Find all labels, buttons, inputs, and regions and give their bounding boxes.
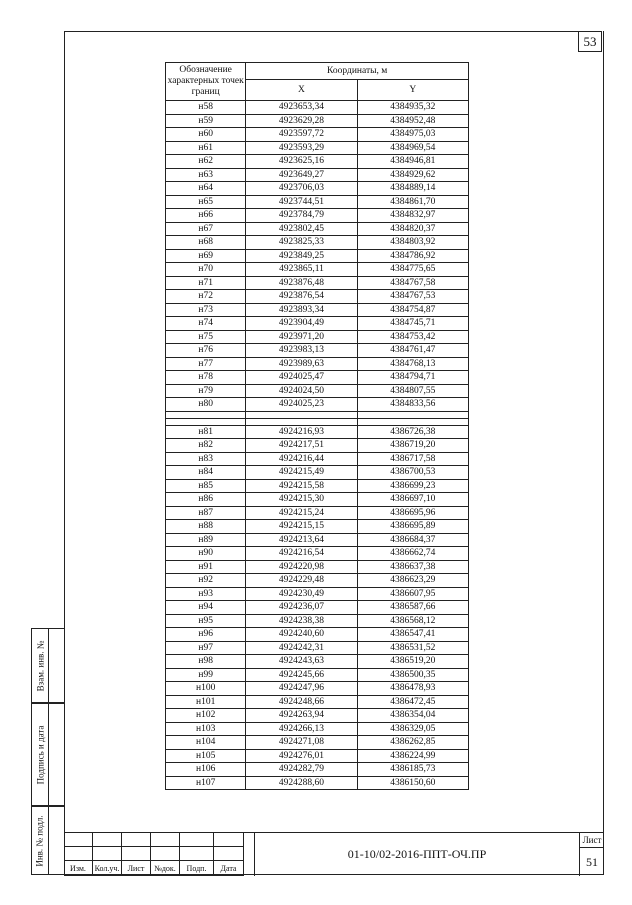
table-row <box>166 749 469 763</box>
cell-x: 4924217,51 <box>246 439 357 453</box>
table-row <box>166 114 469 128</box>
cell-x: 4923629,28 <box>246 114 357 128</box>
cell-x: 4923802,45 <box>246 222 357 236</box>
cell-x: 4924247,96 <box>246 682 357 696</box>
cell-name: н71 <box>166 276 246 290</box>
header-point-designation: Обозначение характерных точек границ <box>166 63 246 101</box>
table-row <box>166 128 469 142</box>
sheet-label: Лист <box>580 833 604 848</box>
cell-name: н77 <box>166 357 246 371</box>
table-row <box>166 709 469 723</box>
table-row <box>166 398 469 412</box>
cell-y: 4384767,53 <box>357 290 468 304</box>
cell-name: н85 <box>166 479 246 493</box>
cell-x: 4923625,16 <box>246 155 357 169</box>
cell-y: 4384745,71 <box>357 317 468 331</box>
stamp-header-cell: №док. <box>151 861 180 876</box>
cell-y: 4384794,71 <box>357 371 468 385</box>
cell-x: 4924216,93 <box>246 425 357 439</box>
cell-y: 4384946,81 <box>357 155 468 169</box>
cell-y: 4384833,56 <box>357 398 468 412</box>
cell-y: 4384807,55 <box>357 384 468 398</box>
cell-y: 4386329,05 <box>357 722 468 736</box>
cell-x: 4924213,64 <box>246 533 357 547</box>
cell-name: н103 <box>166 722 246 736</box>
cell-name: н92 <box>166 574 246 588</box>
cell-name: н95 <box>166 614 246 628</box>
cell-name: н94 <box>166 601 246 615</box>
cell-x: 4923971,20 <box>246 330 357 344</box>
cell-name: н82 <box>166 439 246 453</box>
cell-y: 4386717,58 <box>357 452 468 466</box>
cell-x: 4924216,54 <box>246 547 357 561</box>
cell-name: н97 <box>166 641 246 655</box>
table-row <box>166 168 469 182</box>
cell-y: 4386607,95 <box>357 587 468 601</box>
cell-name: н101 <box>166 695 246 709</box>
stamp-empty-cell <box>64 833 93 847</box>
cell-name: н63 <box>166 168 246 182</box>
cell-y: 4386637,38 <box>357 560 468 574</box>
cell-name: н65 <box>166 195 246 209</box>
cell-name: н106 <box>166 763 246 777</box>
stamp-empty-cell <box>93 847 122 861</box>
cell-x: 4924024,50 <box>246 384 357 398</box>
cell-y: 4386478,93 <box>357 682 468 696</box>
table-row <box>166 357 469 371</box>
cell-y: 4386547,41 <box>357 628 468 642</box>
empty-cell <box>166 418 246 425</box>
table-row <box>166 466 469 480</box>
cell-y: 4386623,29 <box>357 574 468 588</box>
table-row <box>166 330 469 344</box>
table-row <box>166 141 469 155</box>
title-block <box>64 832 604 875</box>
cell-name: н78 <box>166 371 246 385</box>
cell-y: 4386568,12 <box>357 614 468 628</box>
cell-y: 4386695,96 <box>357 506 468 520</box>
empty-cell <box>246 418 357 425</box>
table-row <box>166 722 469 736</box>
table-row <box>166 763 469 777</box>
cell-name: н105 <box>166 749 246 763</box>
cell-y: 4384935,32 <box>357 101 468 115</box>
header-coordinates: Координаты, м <box>246 63 469 80</box>
cell-x: 4923876,54 <box>246 290 357 304</box>
stamp-empty-cell <box>64 847 93 861</box>
stamp-empty-cell <box>214 847 244 861</box>
cell-x: 4924230,49 <box>246 587 357 601</box>
cell-name: н74 <box>166 317 246 331</box>
cell-x: 4924229,48 <box>246 574 357 588</box>
table-row <box>166 668 469 682</box>
cell-y: 4386150,60 <box>357 776 468 790</box>
cell-name: н67 <box>166 222 246 236</box>
cell-name: н70 <box>166 263 246 277</box>
side-label-inv-sub: Взам. инв. № <box>35 640 45 691</box>
table-row <box>166 303 469 317</box>
cell-y: 4384832,97 <box>357 209 468 223</box>
cell-y: 4384754,87 <box>357 303 468 317</box>
cell-name: н83 <box>166 452 246 466</box>
cell-y: 4386185,73 <box>357 763 468 777</box>
cell-name: н64 <box>166 182 246 196</box>
table-row <box>166 290 469 304</box>
cell-y: 4384768,13 <box>357 357 468 371</box>
cell-name: н107 <box>166 776 246 790</box>
cell-y: 4386262,85 <box>357 736 468 750</box>
cell-x: 4924288,60 <box>246 776 357 790</box>
table-row <box>166 736 469 750</box>
side-label-inv-orig: Инв. № подл. <box>35 814 45 867</box>
coordinates-table <box>165 62 469 790</box>
cell-x: 4923849,25 <box>246 249 357 263</box>
cell-x: 4923653,34 <box>246 101 357 115</box>
cell-x: 4924215,15 <box>246 520 357 534</box>
cell-name: н76 <box>166 344 246 358</box>
cell-x: 4923706,03 <box>246 182 357 196</box>
table-row <box>166 655 469 669</box>
header-x: X <box>246 80 357 101</box>
cell-x: 4924263,94 <box>246 709 357 723</box>
stamp-empty-cell <box>214 833 244 847</box>
document-code: 01-10/02-2016-ППТ-ОЧ.ПР <box>254 833 579 876</box>
cell-name: н68 <box>166 236 246 250</box>
sheet-number: 51 <box>586 854 598 869</box>
cell-y: 4384975,03 <box>357 128 468 142</box>
cell-name: н58 <box>166 101 246 115</box>
table-row <box>166 452 469 466</box>
table-row <box>166 506 469 520</box>
cell-x: 4923784,79 <box>246 209 357 223</box>
cell-name: н80 <box>166 398 246 412</box>
cell-x: 4924243,63 <box>246 655 357 669</box>
sheet-box <box>579 833 604 876</box>
header-y: Y <box>357 80 468 101</box>
stamp-header-cell: Лист <box>122 861 151 876</box>
side-field-inv-orig <box>31 806 64 875</box>
stamp-empty-cell <box>180 847 214 861</box>
cell-name: н61 <box>166 141 246 155</box>
cell-x: 4923649,27 <box>246 168 357 182</box>
cell-name: н79 <box>166 384 246 398</box>
table-row <box>166 695 469 709</box>
page-number: 53 <box>578 31 602 52</box>
cell-x: 4924238,38 <box>246 614 357 628</box>
cell-x: 4923593,29 <box>246 141 357 155</box>
cell-x: 4924025,23 <box>246 398 357 412</box>
table-row <box>166 344 469 358</box>
cell-x: 4924242,31 <box>246 641 357 655</box>
table-row <box>166 520 469 534</box>
cell-y: 4386224,99 <box>357 749 468 763</box>
cell-x: 4923876,48 <box>246 276 357 290</box>
cell-x: 4924248,66 <box>246 695 357 709</box>
side-label-sign-date: Подпись и дата <box>35 725 45 784</box>
cell-y: 4386699,23 <box>357 479 468 493</box>
cell-y: 4384820,37 <box>357 222 468 236</box>
cell-name: н99 <box>166 668 246 682</box>
table-row <box>166 587 469 601</box>
table-row <box>166 547 469 561</box>
table-row <box>166 195 469 209</box>
cell-y: 4384786,92 <box>357 249 468 263</box>
cell-name: н84 <box>166 466 246 480</box>
table-row <box>166 155 469 169</box>
table-row <box>166 263 469 277</box>
cell-x: 4924271,08 <box>246 736 357 750</box>
cell-y: 4384803,92 <box>357 236 468 250</box>
cell-x: 4923825,33 <box>246 236 357 250</box>
cell-y: 4386354,04 <box>357 709 468 723</box>
cell-name: н90 <box>166 547 246 561</box>
table-row <box>166 641 469 655</box>
cell-x: 4924215,24 <box>246 506 357 520</box>
cell-name: н73 <box>166 303 246 317</box>
table-row <box>166 236 469 250</box>
cell-x: 4924025,47 <box>246 371 357 385</box>
table-row <box>166 371 469 385</box>
cell-x: 4924215,49 <box>246 466 357 480</box>
title-block-grid <box>64 833 254 876</box>
cell-x: 4923597,72 <box>246 128 357 142</box>
cell-x: 4924236,07 <box>246 601 357 615</box>
cell-y: 4386472,45 <box>357 695 468 709</box>
cell-name: н81 <box>166 425 246 439</box>
cell-y: 4384861,70 <box>357 195 468 209</box>
cell-x: 4923983,13 <box>246 344 357 358</box>
cell-name: н93 <box>166 587 246 601</box>
stamp-empty-cell <box>122 833 151 847</box>
cell-y: 4386726,38 <box>357 425 468 439</box>
table-row <box>166 533 469 547</box>
stamp-empty-cell <box>151 833 180 847</box>
table-row <box>166 317 469 331</box>
stamp-header-cell: Изм. <box>64 861 93 876</box>
table-row <box>166 601 469 615</box>
cell-y: 4386719,20 <box>357 439 468 453</box>
cell-name: н100 <box>166 682 246 696</box>
table-row <box>166 276 469 290</box>
cell-y: 4386662,74 <box>357 547 468 561</box>
cell-y: 4386700,53 <box>357 466 468 480</box>
separator-row <box>166 411 469 418</box>
cell-y: 4386587,66 <box>357 601 468 615</box>
cell-y: 4384761,47 <box>357 344 468 358</box>
table-row <box>166 560 469 574</box>
cell-x: 4923904,49 <box>246 317 357 331</box>
cell-name: н104 <box>166 736 246 750</box>
cell-x: 4924245,66 <box>246 668 357 682</box>
table-row <box>166 776 469 790</box>
cell-name: н69 <box>166 249 246 263</box>
cell-name: н102 <box>166 709 246 723</box>
table-row <box>166 614 469 628</box>
cell-x: 4923744,51 <box>246 195 357 209</box>
table-row <box>166 425 469 439</box>
stamp-empty-cell <box>93 833 122 847</box>
stamp-header-cell: Подп. <box>180 861 214 876</box>
cell-x: 4923989,63 <box>246 357 357 371</box>
cell-y: 4386531,52 <box>357 641 468 655</box>
cell-x: 4923893,34 <box>246 303 357 317</box>
cell-x: 4923865,11 <box>246 263 357 277</box>
cell-y: 4384889,14 <box>357 182 468 196</box>
cell-name: н87 <box>166 506 246 520</box>
table-row <box>166 101 469 115</box>
cell-x: 4924240,60 <box>246 628 357 642</box>
cell-name: н89 <box>166 533 246 547</box>
cell-name: н66 <box>166 209 246 223</box>
cell-x: 4924215,30 <box>246 493 357 507</box>
cell-y: 4386697,10 <box>357 493 468 507</box>
cell-x: 4924216,44 <box>246 452 357 466</box>
cell-y: 4386519,20 <box>357 655 468 669</box>
cell-y: 4386695,89 <box>357 520 468 534</box>
cell-y: 4386500,35 <box>357 668 468 682</box>
table-row <box>166 182 469 196</box>
cell-x: 4924266,13 <box>246 722 357 736</box>
separator-row <box>166 418 469 425</box>
cell-x: 4924220,98 <box>246 560 357 574</box>
stamp-header-cell: Кол.уч. <box>93 861 122 876</box>
cell-name: н75 <box>166 330 246 344</box>
cell-name: н62 <box>166 155 246 169</box>
cell-x: 4924276,01 <box>246 749 357 763</box>
cell-y: 4384929,62 <box>357 168 468 182</box>
cell-name: н88 <box>166 520 246 534</box>
table-row <box>166 384 469 398</box>
cell-y: 4384952,48 <box>357 114 468 128</box>
cell-name: н96 <box>166 628 246 642</box>
table-row <box>166 439 469 453</box>
cell-y: 4384767,58 <box>357 276 468 290</box>
stamp-empty-cell <box>151 847 180 861</box>
table-row <box>166 574 469 588</box>
cell-name: н98 <box>166 655 246 669</box>
cell-name: н59 <box>166 114 246 128</box>
stamp-empty-cell <box>180 833 214 847</box>
table-row <box>166 209 469 223</box>
table-row <box>166 628 469 642</box>
cell-x: 4924215,58 <box>246 479 357 493</box>
side-field-inv-sub <box>31 628 64 703</box>
cell-y: 4384753,42 <box>357 330 468 344</box>
cell-name: н60 <box>166 128 246 142</box>
stamp-header-cell: Дата <box>214 861 244 876</box>
cell-name: н86 <box>166 493 246 507</box>
cell-x: 4924282,79 <box>246 763 357 777</box>
cell-y: 4384775,65 <box>357 263 468 277</box>
table-row <box>166 682 469 696</box>
table-row <box>166 493 469 507</box>
empty-cell <box>357 418 468 425</box>
stamp-empty-cell <box>122 847 151 861</box>
cell-y: 4384969,54 <box>357 141 468 155</box>
table-row <box>166 479 469 493</box>
table-row <box>166 249 469 263</box>
table-row <box>166 222 469 236</box>
side-field-sign-date <box>31 703 64 806</box>
cell-name: н91 <box>166 560 246 574</box>
cell-y: 4386684,37 <box>357 533 468 547</box>
cell-name: н72 <box>166 290 246 304</box>
